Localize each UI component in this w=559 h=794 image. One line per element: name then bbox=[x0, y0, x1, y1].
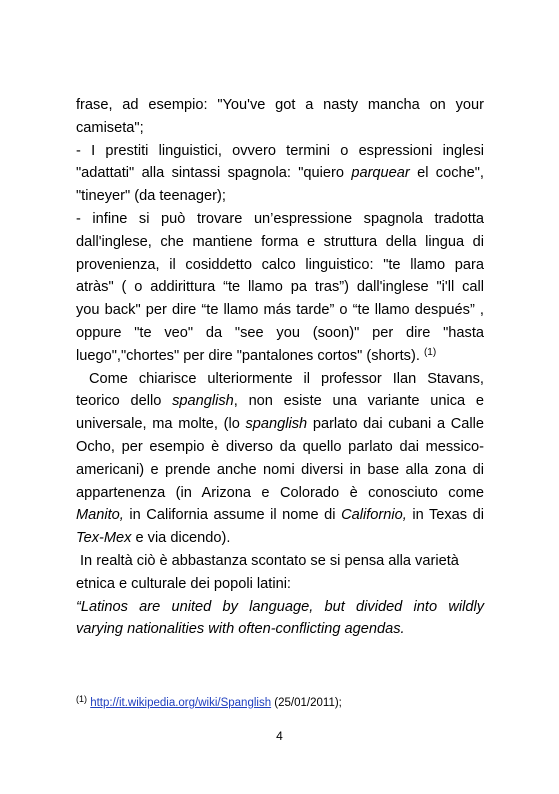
text-run: teorico dello bbox=[76, 393, 173, 410]
italic-run: varying nationalities with often-conflicting agendas. bbox=[76, 621, 405, 638]
text-line: provenienza, il cosiddetto calco linguistico: "te llamo para bbox=[76, 256, 484, 273]
text-run: parlato dai cubani a Calle bbox=[307, 416, 485, 433]
italic-run: Californio, bbox=[341, 507, 407, 524]
italic-run: parquear bbox=[351, 165, 410, 182]
text-run: luego","chortes" per dire "pantalones cortos" (shorts). bbox=[76, 347, 424, 364]
text-run: universale, ma molte, (lo bbox=[76, 416, 246, 433]
italic-run: spanglish bbox=[245, 416, 308, 433]
footnote bbox=[76, 695, 342, 711]
footnote-marker: (1) bbox=[76, 694, 87, 704]
text-line: Come chiarisce ulteriormente il professor Ilan Stavans, bbox=[89, 370, 484, 387]
footnote-reference: (1) bbox=[423, 346, 437, 358]
text-line bbox=[76, 413, 484, 436]
italic-run: Tex-Mex bbox=[76, 530, 132, 547]
footnote-date: (25/01/2011); bbox=[271, 697, 342, 709]
text-line bbox=[76, 162, 484, 185]
text-line: appartenenza (in Arizona e Colorado è conosciuto come bbox=[76, 484, 484, 501]
text-line: dall'inglese, che mantiene forma e struttura della lingua di bbox=[76, 233, 484, 250]
italic-run: “Latinos are united by language, but divided into wildly bbox=[76, 598, 484, 615]
text-line: camiseta"; bbox=[76, 119, 144, 136]
text-line bbox=[76, 527, 484, 550]
text-line: you back" per dire “te llamo más tarde” o “te llamo después” , bbox=[76, 302, 484, 319]
text-run: , non esiste una variante unica e bbox=[233, 393, 484, 410]
text-line: americani) e prende anche nomi diversi in base alla zona di bbox=[76, 461, 484, 478]
text-line: atràs" ( o addirittura “te llamo pa tras”) dall'inglese "i'll call bbox=[76, 279, 484, 296]
italic-run: spanglish bbox=[172, 393, 234, 410]
text-line: In realtà ciò è abbastanza scontato se si pensa alla varietà bbox=[80, 552, 459, 569]
text-line: Ocho, per esempio è diverso da quello parlato dai messico- bbox=[76, 438, 484, 455]
text-run: "adattati" alla sintassi spagnola: "quiero bbox=[76, 165, 352, 182]
text-line: frase, ad esempio: "You've got a nasty mancha on your bbox=[76, 97, 484, 113]
text-line bbox=[76, 504, 484, 527]
text-line: oppure "te veo" da "see you (soon)" per dire "hasta bbox=[76, 324, 484, 341]
text-line bbox=[76, 596, 484, 619]
text-line bbox=[76, 618, 484, 641]
body-text bbox=[76, 94, 484, 641]
text-line: - I prestiti linguistici, ovvero termini o espressioni inglesi bbox=[76, 142, 484, 159]
text-line: etnica e culturale dei popoli latini: bbox=[76, 575, 291, 592]
text-run: in Texas di bbox=[406, 507, 484, 524]
text-run: e via dicendo). bbox=[131, 530, 231, 547]
text-line bbox=[76, 345, 484, 368]
text-line bbox=[76, 390, 484, 413]
footnote-link[interactable]: http://it.wikipedia.org/wiki/Spanglish bbox=[90, 697, 272, 709]
text-line: - infine si può trovare un’espressione spagnola tradotta bbox=[76, 210, 484, 227]
italic-run: Manito, bbox=[76, 507, 124, 524]
text-line: "tineyer" (da teenager); bbox=[76, 188, 226, 205]
page-number: 4 bbox=[276, 729, 283, 743]
text-run: el coche", bbox=[409, 165, 484, 182]
text-run: in California assume il nome di bbox=[123, 507, 342, 524]
